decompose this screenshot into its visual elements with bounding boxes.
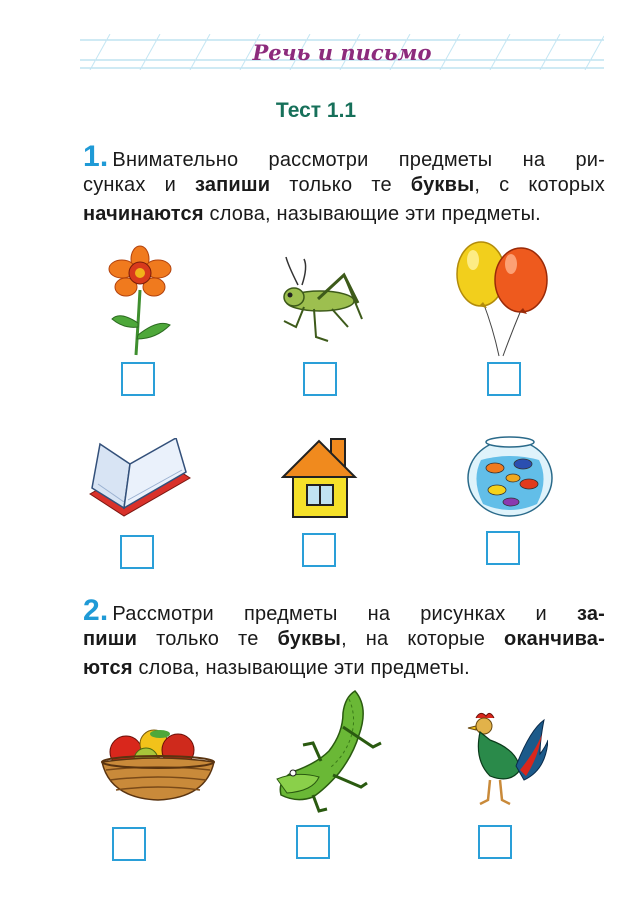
house-icon — [281, 437, 359, 521]
task-2-bold-write-b: пиши — [83, 628, 138, 650]
task-1-number: 1. — [83, 140, 109, 173]
aquarium-icon — [465, 430, 555, 518]
answer-box-aquarium[interactable] — [486, 531, 520, 565]
task-1-text-c: только те — [270, 174, 411, 196]
answer-box-flower[interactable] — [121, 362, 155, 396]
answer-box-grasshopper[interactable] — [303, 362, 337, 396]
rooster-icon — [460, 710, 548, 810]
task-2-line-1 — [83, 596, 605, 625]
flower-icon — [100, 245, 180, 357]
task-1-text-b: сунках и — [83, 174, 195, 196]
task-1-line-3 — [83, 200, 605, 229]
task-2-bold-end-a: оканчива- — [504, 628, 605, 650]
task-2-bold-end-b: ются — [83, 657, 133, 679]
answer-box-book[interactable] — [120, 535, 154, 569]
task-1-text — [83, 142, 605, 229]
task-1-bold-begin: начинаются — [83, 203, 204, 225]
answer-box-basket[interactable] — [112, 827, 146, 861]
task-2-text — [83, 596, 605, 683]
task-1-text-d: , с которых — [474, 174, 605, 196]
answer-box-balloons[interactable] — [487, 362, 521, 396]
task-2-text-a: Рассмотри предметы на рисунках и — [112, 603, 577, 625]
task-2-line-2 — [83, 625, 605, 654]
grasshopper-icon — [258, 255, 370, 347]
task-2-number: 2. — [83, 594, 109, 627]
task-1-line-1 — [83, 142, 605, 171]
basket-icon — [96, 722, 220, 804]
task-2-bold-letters: буквы — [277, 628, 342, 650]
section-title: Речь и письмо — [252, 40, 432, 65]
answer-box-house[interactable] — [302, 533, 336, 567]
task-1-text-a: Внимательно рассмотри предметы на ри- — [112, 149, 605, 171]
task-2-text-d: слова, называющие эти предметы. — [132, 657, 470, 679]
answer-box-crocodile[interactable] — [296, 825, 330, 859]
book-icon — [86, 438, 194, 520]
test-title: Тест 1.1 — [275, 99, 357, 122]
answer-box-rooster[interactable] — [478, 825, 512, 859]
crocodile-icon — [273, 687, 387, 815]
task-2-bold-write-a: за- — [576, 603, 605, 625]
section-header — [80, 34, 604, 70]
task-1-text-e: слова, называющие эти предметы. — [203, 203, 541, 225]
task-1-bold-letters: буквы — [410, 174, 475, 196]
task-2-text-b: только те — [137, 628, 278, 650]
task-2-line-3 — [83, 654, 605, 683]
task-2-text-c: , на которые — [341, 628, 505, 650]
task-1-line-2 — [83, 171, 605, 200]
balloons-icon — [453, 238, 551, 360]
task-1-bold-write: запиши — [194, 174, 271, 196]
